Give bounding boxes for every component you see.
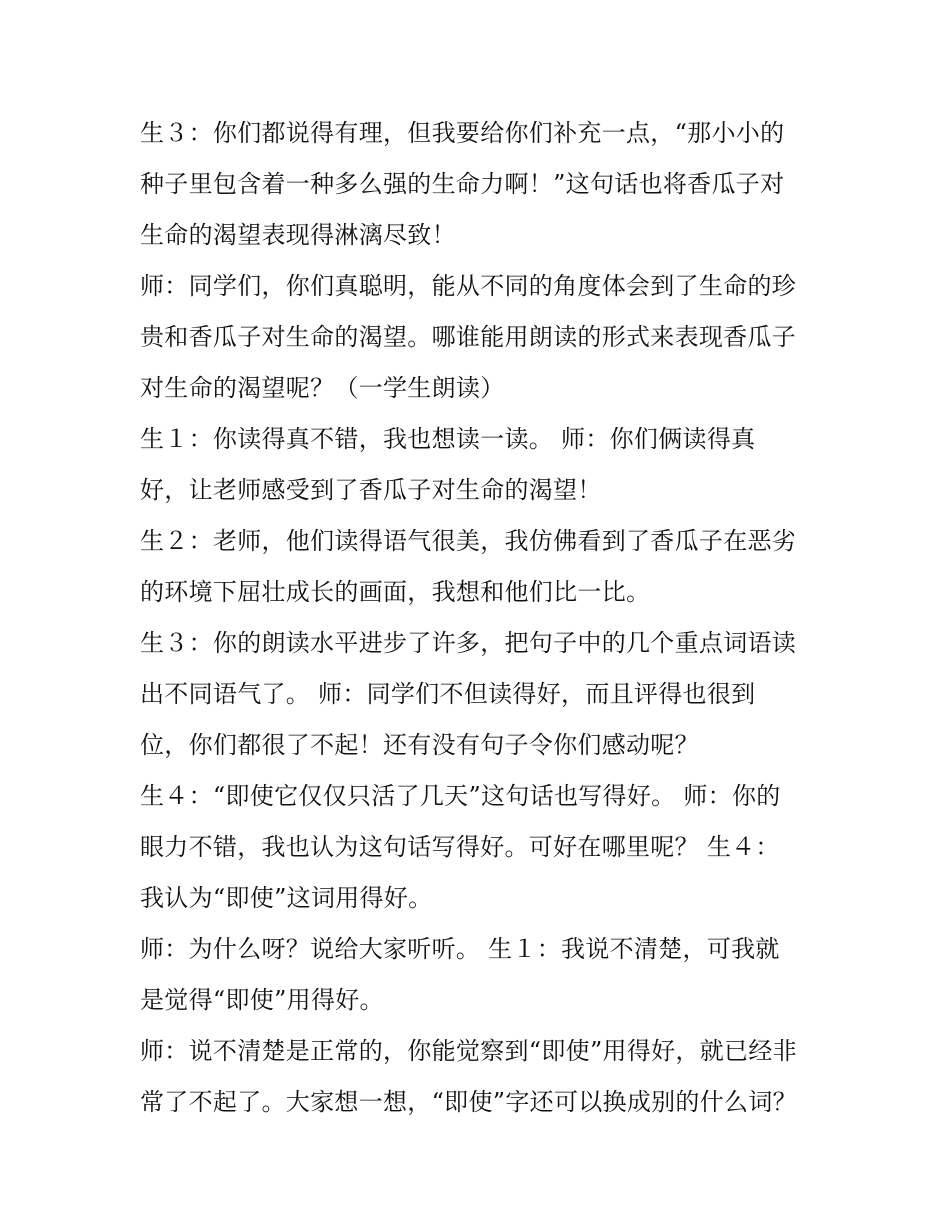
text-line: 生１：你读得真不错，我也想读一读。 师：你们俩读得真 — [140, 425, 756, 453]
text-line: 是觉得“即使”用得好。 — [140, 986, 384, 1014]
document-body — [140, 108, 820, 1128]
text-line: 师：说不清楚是正常的，你能觉察到“即使”用得好，就已经非 — [140, 1037, 797, 1065]
text-line: 对生命的渴望呢？（一学生朗读） — [140, 374, 505, 402]
text-line: 生命的渴望表现得淋漓尽致！ — [140, 221, 456, 249]
text-line: 位，你们都很了不起！还有没有句子令你们感动呢？ — [140, 731, 699, 759]
text-line: 师：为什么呀？说给大家听听。 生１：我说不清楚，可我就 — [140, 935, 780, 963]
text-line: 的环境下屈壮成长的画面，我想和他们比一比。 — [140, 578, 651, 606]
text-line: 贵和香瓜子对生命的渴望。哪谁能用朗读的形式来表现香瓜子 — [140, 323, 797, 351]
text-line: 生４：“即使它仅仅只活了几天”这句话也写得好。 师：你的 — [140, 782, 781, 810]
text-line: 种子里包含着一种多么强的生命力啊！”这句话也将香瓜子对 — [140, 170, 785, 198]
text-line: 生３：你们都说得有理，但我要给你们补充一点，“那小小的 — [140, 119, 785, 147]
text-line: 好，让老师感受到了香瓜子对生命的渴望！ — [140, 476, 602, 504]
text-line: 生３：你的朗读水平进步了许多，把句子中的几个重点词语读 — [140, 629, 797, 657]
text-line: 师：同学们，你们真聪明，能从不同的角度体会到了生命的珍 — [140, 272, 797, 300]
text-line: 生２：老师，他们读得语气很美，我仿佛看到了香瓜子在恶劣 — [140, 527, 797, 555]
text-line: 常了不起了。大家想一想，“即使”字还可以换成别的什么词？ — [140, 1088, 797, 1116]
text-line: 出不同语气了。 师：同学们不但读得好，而且评得也很到 — [140, 680, 756, 708]
text-line: 眼力不错，我也认为这句话写得好。可好在哪里呢？ 生４： — [140, 833, 780, 861]
text-line: 我认为“即使”这词用得好。 — [140, 884, 433, 912]
